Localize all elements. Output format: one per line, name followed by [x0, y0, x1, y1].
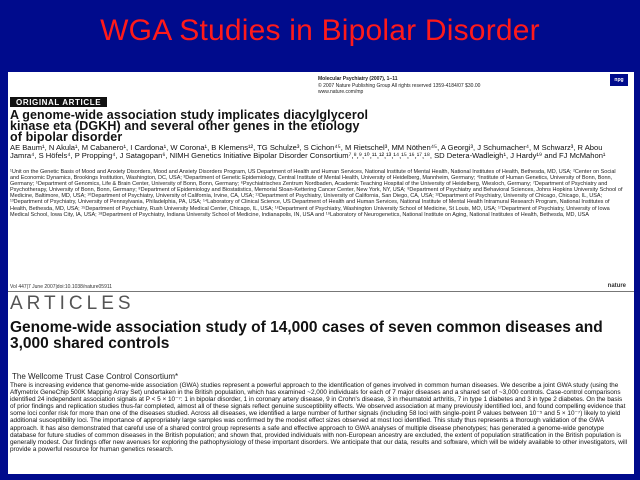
right-border	[634, 72, 640, 480]
bottom-border	[0, 474, 640, 480]
paper2-title: Genome-wide association study of 14,000 cases of seven common diseases and 3,000 shared controls	[10, 319, 603, 352]
nature-citation: Vol 447|7 June 2007|doi:10.1038/nature05911	[10, 284, 113, 290]
paper1-authors: AE Baum¹, N Akula¹, M Cabanero¹, I Cardona¹, W Corona¹, B Klemens¹², TG Schulze³, S Cichon⁴⁵, M Rietschel³, MM Nöthen⁴⁵, A Georgi³, J Schumacher⁴, M Schwarz³, R Abou Jamra⁴, S Höfels⁴, P Propping⁴, J Satagopan⁶, NIMH Genetics Initiative Bipolar Disorder Consortium⁷,⁸,⁹,¹⁰,¹¹,¹²,¹³,¹⁴,¹⁵,¹⁶,¹⁷,¹⁸, SD Detera-Wadleigh¹, J Hardy¹⁹ and FJ McMahon¹	[10, 143, 606, 161]
left-border	[0, 72, 8, 480]
paper1-affiliations: ¹Unit on the Genetic Basis of Mood and Anxiety Disorders, Mood and Anxiety Disorders Program, US Department of Health and Human Services, National Institute of Mental Health, National Institutes of Health, Bethesda, MD, USA; ²Center on Social and Economic Dynamics, Brookings Institution, Washington, DC, USA; ³Department of Genetic Epidemiology, Central Institute of Mental Health, University of Heidelberg, Mannheim, Germany; ⁴Institute of Human Genetics, University of Bonn, Bonn, Germany; ⁵Department of Genomics, Life & Brain Center, University of Bonn, Bonn, Germany; ⁶Psychiatrisches Zentrum Nordbaden, Academic Teaching Hospital of the University of Heidelberg, Wiesloch, Germany; ⁷Department of Psychiatry and Psychotherapy, University of Bonn, Bonn, Germany; ⁸Department of Epidemiology and Biostatistics, Memorial Sloan-Kettering Cancer Center, New York, NY, USA; ⁹Department of Psychiatry and Behavioral Sciences, Johns Hopkins University School of Medicine, Baltimore, MD, USA; ¹⁰Department of Psychiatry, University of California, Irvine, CA, USA; ¹¹Department of Psychiatry, University of California, San Diego, CA, USA; ¹²Department of Psychiatry, University of Chicago, Chicago, IL, USA; ¹³Department of Psychiatry, University of Pennsylvania, Philadelphia, PA, USA; ¹⁴Laboratory of Clinical Science, US Department of Health and Human Services, National Institute of Mental Health Intramural Research Program, National Institutes of Health, Bethesda, MD, USA; ¹⁵Department of Psychiatry, Rush University Medical Center, Chicago, IL, USA; ¹⁶Department of Psychiatry, Washington University School of Medicine, St Louis, MO, USA; ¹⁷Department of Psychiatry, University of Iowa Medical School, Iowa City, IA, USA; ¹⁸Department of Psychiatry, Indiana University School of Medicine, Indianapolis, IN, USA and ¹⁹Laboratory of Neurogenetics, National Institute on Aging, National Institutes of Health, Bethesda, MD, USA	[10, 169, 623, 218]
paper-molecular-psychiatry	[8, 72, 634, 280]
journal-citation: Molecular Psychiatry (2007), 1–11	[318, 76, 398, 82]
paper2-abstract: There is increasing evidence that genome-wide association (GWA) studies represent a powerful approach to the identification of genes involved in common human diseases. We describe a joint GWA study (using the Affymetrix GeneChip 500K Mapping Array Set) undertaken in the British population, which has examined ~2,000 individuals for each of 7 major diseases and a shared set of ~3,000 controls. Case-control comparisons identified 24 independent association signals at P < 5 × 10⁻⁷: 1 in bipolar disorder, 1 in coronary artery disease, 9 in Crohn's disease, 3 in rheumatoid arthritis, 7 in type 1 diabetes and 3 in type 2 diabetes. On the basis of prior findings and replication studies thus-far completed, almost all of these signals reflect genuine susceptibility effects. We observed association at many previously identified loci, and found compelling evidence that some loci confer risk for more than one of the diseases studied. Across all diseases, we identified a large number of further signals (including 58 loci with single-point P values between 10⁻⁵ and 5 × 10⁻⁷) likely to yield additional susceptibility loci. The importance of appropriately large samples was confirmed by the modest effect sizes observed at most loci identified. This study thus represents a thorough validation of the GWA approach. It has also demonstrated that careful use of a shared control group represents a safe and effective approach to GWA analyses of multiple disease phenotypes; has generated a genome-wide genotype database for future studies of common diseases in the British population; and shown that, provided individuals with non-European ancestry are excluded, the extent of population stratification in the British population is generally modest. Our findings offer new avenues for exploring the pathophysiology of these important disorders. We anticipate that our data, results and software, which will be widely available to other investigators, will provide a powerful resource for human genetics research.	[10, 382, 628, 453]
paper2-consortium: The Wellcome Trust Case Control Consortium*	[12, 372, 179, 381]
journal-header	[318, 76, 618, 96]
journal-copyright: © 2007 Nature Publishing Group All rights reserved 1359-4184/07 $30.00	[318, 82, 481, 89]
section-label-articles: ARTICLES	[10, 293, 135, 314]
paper1-title: A genome-wide association study implicates diacylglycerol kinase eta (DGKH) and several other genes in the etiology of bipolar disorder	[10, 108, 369, 144]
section-label-original-article: ORIGINAL ARTICLE	[10, 97, 107, 107]
nature-logo-text: nature	[607, 283, 626, 289]
slide-title: WGA Studies in Bipolar Disorder	[100, 14, 540, 47]
title-banner	[0, 0, 640, 72]
npg-logo: npg	[610, 74, 628, 86]
header-rule	[8, 291, 634, 292]
paper-nature-wtccc	[8, 280, 634, 474]
journal-url: www.nature.com/mp	[318, 89, 364, 95]
